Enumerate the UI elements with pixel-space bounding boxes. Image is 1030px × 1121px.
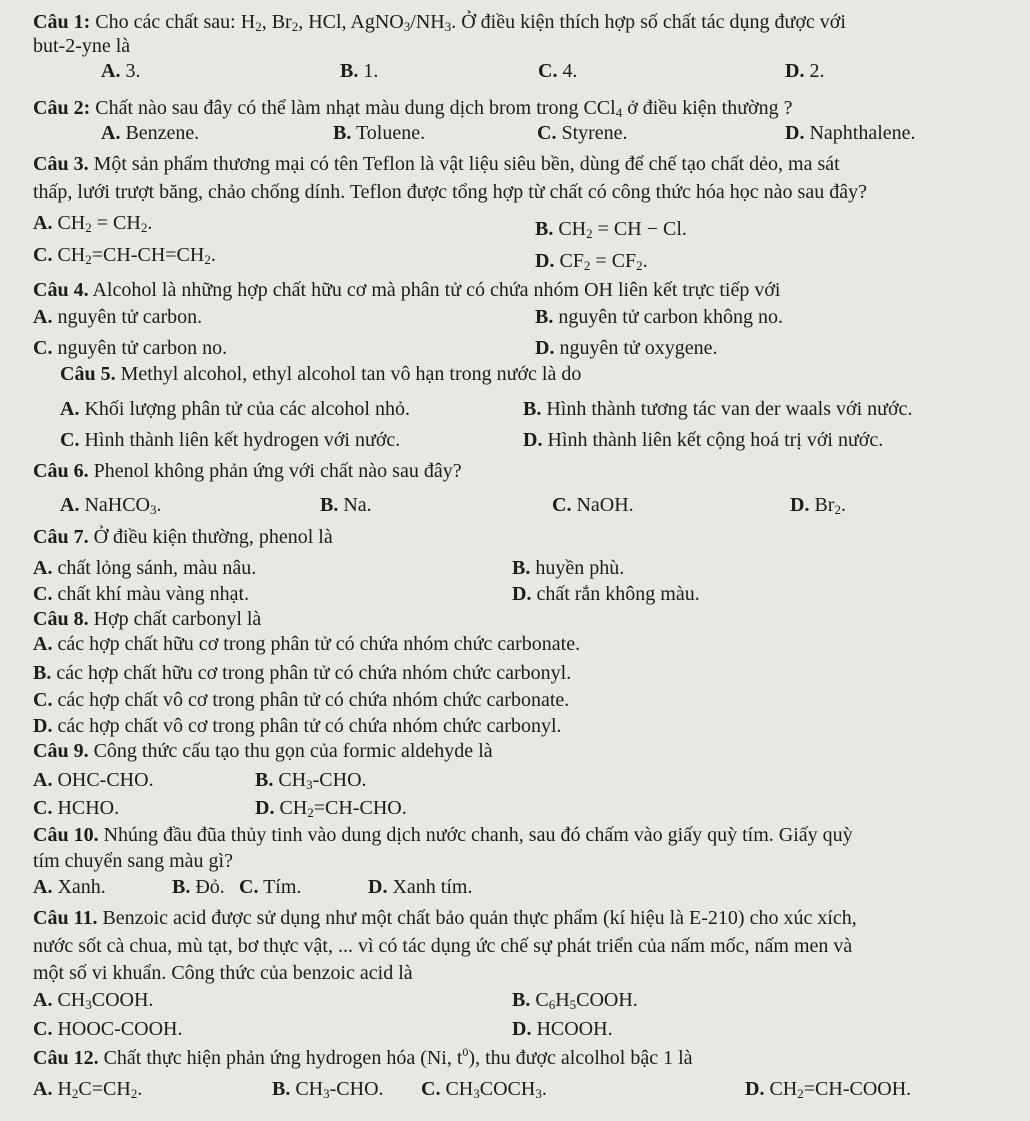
q4-option-a[interactable]: A. nguyên tử carbon.: [33, 306, 203, 328]
q12-option-a[interactable]: A. $H_2C=CH_2$.: [33, 1078, 143, 1101]
question-8-line-1: Câu 8. Hợp chất carbonyl là: [33, 608, 262, 630]
q3-option-c[interactable]: C. $CH_2=CH-CH=CH_2$.: [33, 244, 216, 267]
q2-option-b[interactable]: B. Toluene.: [333, 122, 426, 144]
question-7-line-1: Câu 7. Ở điều kiện thường, phenol là: [33, 526, 333, 548]
q6-option-b[interactable]: B. Na.: [320, 494, 372, 516]
q6-option-c[interactable]: C. NaOH.: [552, 494, 634, 516]
q5-option-b[interactable]: B. Hình thành tương tác van der waals với nước.: [523, 398, 913, 420]
q9-option-a[interactable]: A. OHC-CHO.: [33, 769, 154, 791]
q10-option-c[interactable]: C. Tím.: [239, 876, 302, 898]
q3-option-d[interactable]: D. $CF_2 = CF_2$.: [535, 250, 648, 273]
q4-option-b[interactable]: B. nguyên tử carbon không no.: [535, 306, 784, 328]
question-1-line-1: [33, 10, 846, 34]
question-11-line-1: Câu 11. Benzoic acid được sử dụng như một chất bảo quản thực phẩm (kí hiệu là E-210) cho xúc xích,: [33, 907, 857, 929]
q11-option-a[interactable]: A. $CH_3COOH$.: [33, 989, 154, 1012]
q2-option-a[interactable]: A. Benzene.: [101, 122, 200, 144]
question-label: Câu 1:: [33, 11, 91, 33]
q9-option-d[interactable]: D. $CH_2=CH$-CHO.: [255, 797, 407, 820]
question-6-line-1: Câu 6. Phenol không phản ứng với chất nào sau đây?: [33, 460, 462, 482]
q7-option-c[interactable]: C. chất khí màu vàng nhạt.: [33, 583, 250, 605]
question-10-line-2: tím chuyển sang màu gì?: [33, 850, 233, 872]
q2-option-d[interactable]: D. Naphthalene.: [785, 122, 916, 144]
q11-option-d[interactable]: D. HCOOH.: [512, 1018, 613, 1040]
q4-option-c[interactable]: C. nguyên tử carbon no.: [33, 337, 228, 359]
q12-option-b[interactable]: B. $CH_3$-CHO.: [272, 1078, 384, 1101]
question-5-line-1: Câu 5. Methyl alcohol, ethyl alcohol tan vô hạn trong nước là do: [60, 363, 582, 385]
question-2-line-1: Câu 2: Chất nào sau đây có thể làm nhạt màu dung dịch brom trong CCl$_4$ ở điều kiện thường ?: [33, 97, 793, 120]
question-11-line-3: một số vi khuẩn. Công thức của benzoic acid là: [33, 962, 413, 984]
q10-option-b[interactable]: B. Đỏ.: [172, 876, 225, 898]
q1-option-a[interactable]: A. 3.: [101, 60, 141, 82]
q1-option-b[interactable]: B. 1.: [340, 60, 379, 82]
question-10-line-1: Câu 10. Nhúng đầu đũa thủy tinh vào dung dịch nước chanh, sau đó chấm vào giấy quỳ tím. Giấy quỳ: [33, 824, 853, 846]
question-1-line-2: but-2-yne là: [33, 35, 131, 57]
q8-option-b[interactable]: B. các hợp chất hữu cơ trong phân tử có chứa nhóm chức carbonyl.: [33, 662, 572, 684]
q2-option-c[interactable]: C. Styrene.: [537, 122, 628, 144]
q8-option-c[interactable]: C. các hợp chất vô cơ trong phân tử có chứa nhóm chức carbonate.: [33, 689, 570, 711]
q10-option-a[interactable]: A. Xanh.: [33, 876, 106, 898]
question-3-line-2: thấp, lưới trượt băng, chảo chống dính. Teflon được tổng hợp từ chất có công thức hóa học nào sau đây?: [33, 181, 867, 203]
question-9-line-1: Câu 9. Công thức cấu tạo thu gọn của formic aldehyde là: [33, 740, 493, 762]
q12-option-d[interactable]: D. $CH_2=CH$-COOH.: [745, 1078, 912, 1101]
q12-option-c[interactable]: C. $CH_3COCH_3$.: [421, 1078, 547, 1101]
q4-option-d[interactable]: D. nguyên tử oxygene.: [535, 337, 718, 359]
q10-option-d[interactable]: D. Xanh tím.: [368, 876, 473, 898]
question-12-line-1: Câu 12. Chất thực hiện phản ứng hydrogen hóa (Ni, $t^0$), thu được alcolhol bậc 1 là: [33, 1045, 693, 1069]
q8-option-d[interactable]: D. các hợp chất vô cơ trong phân tử có chứa nhóm chức carbonyl.: [33, 715, 562, 737]
q7-option-d[interactable]: D. chất rắn không màu.: [512, 583, 700, 605]
q3-option-a[interactable]: A. $CH_2 = CH_2$.: [33, 212, 153, 235]
question-11-line-2: nước sốt cà chua, mù tạt, bơ thực vật, ... vì có tác dụng ức chế sự phát triển của nấm mốc, nấm men và: [33, 935, 853, 957]
question-text: Cho các chất sau: $H_2$, $Br_2$, HCl, $AgNO_3/NH_3$. Ở điều kiện thích hợp số chất tác dụng được với: [95, 11, 846, 34]
q5-option-a[interactable]: A. Khối lượng phân tử của các alcohol nhỏ.: [60, 398, 410, 420]
question-4-line-1: Câu 4. Alcohol là những hợp chất hữu cơ mà phân tử có chứa nhóm OH liên kết trực tiếp với: [33, 279, 781, 301]
q9-option-c[interactable]: C. HCHO.: [33, 797, 120, 819]
q6-option-a[interactable]: A. NaHCO$_3$.: [60, 494, 162, 517]
q9-option-b[interactable]: B. $CH_3$-CHO.: [255, 769, 367, 792]
q5-option-c[interactable]: C. Hình thành liên kết hydrogen với nước.: [60, 429, 401, 451]
question-3-line-1: Câu 3. Một sản phẩm thương mại có tên Teflon là vật liệu siêu bền, dùng để chế tạo chất dẻo, ma sát: [33, 153, 840, 175]
q5-option-d[interactable]: D. Hình thành liên kết cộng hoá trị với nước.: [523, 429, 884, 451]
q11-option-c[interactable]: C. HOOC-COOH.: [33, 1018, 183, 1040]
q11-option-b[interactable]: B. $C_6H_5COOH$.: [512, 989, 638, 1012]
q1-option-c[interactable]: C. 4.: [538, 60, 578, 82]
q1-option-d[interactable]: D. 2.: [785, 60, 825, 82]
q3-option-b[interactable]: B. $CH_2$ = CH − Cl.: [535, 218, 687, 241]
q8-option-a[interactable]: A. các hợp chất hữu cơ trong phân tử có chứa nhóm chức carbonate.: [33, 633, 581, 655]
q7-option-a[interactable]: A. chất lỏng sánh, màu nâu.: [33, 557, 257, 579]
q6-option-d[interactable]: D. $Br_2$.: [790, 494, 846, 517]
q7-option-b[interactable]: B. huyền phù.: [512, 557, 625, 579]
